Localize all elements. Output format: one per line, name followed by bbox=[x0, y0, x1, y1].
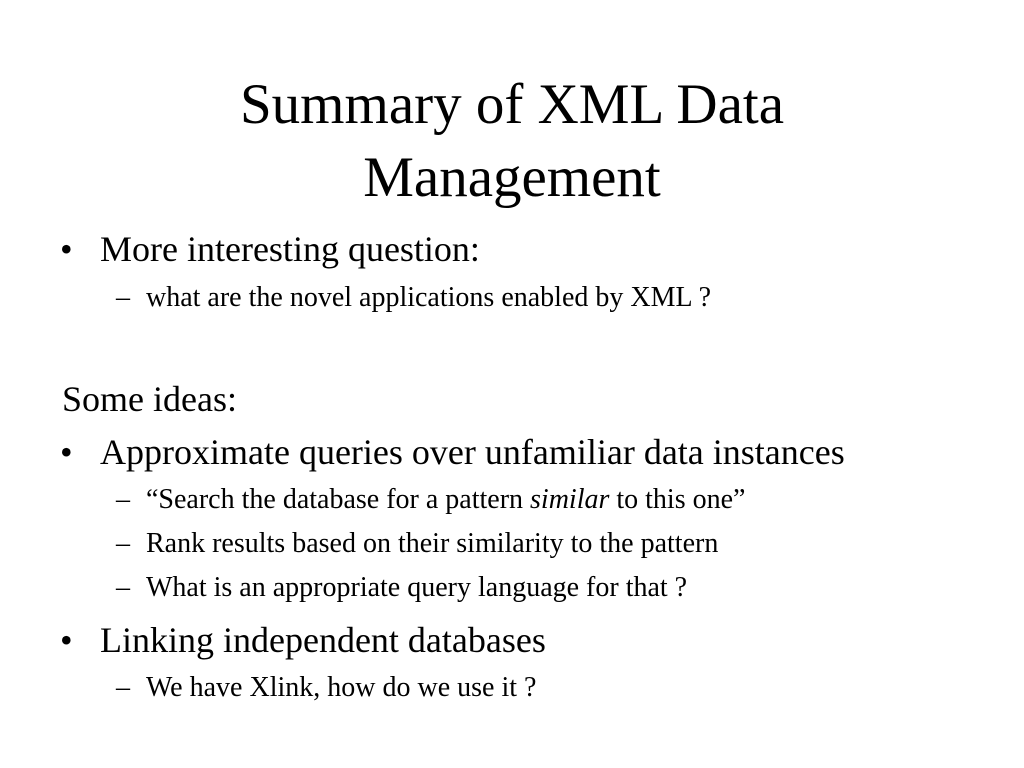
dash-icon: – bbox=[116, 572, 130, 603]
bullet-icon: • bbox=[60, 229, 73, 269]
sub-item-text bbox=[146, 482, 745, 518]
bullet-text: More interesting question: bbox=[100, 229, 480, 269]
bullet-icon: • bbox=[60, 620, 73, 660]
sub-item-text-part2: to this one” bbox=[609, 484, 746, 515]
dash-icon: – bbox=[116, 484, 130, 515]
heading-text: Some ideas: bbox=[62, 379, 237, 419]
dash-icon: – bbox=[116, 672, 130, 703]
slide-title-line2: Management bbox=[363, 146, 661, 209]
slide-title bbox=[0, 68, 1024, 214]
sub-item-text: what are the novel applications enabled by XML ? bbox=[146, 282, 711, 313]
dash-icon: – bbox=[116, 528, 130, 559]
sub-item-text: Rank results based on their similarity to the pattern bbox=[146, 528, 719, 559]
slide-title-line1: Summary of XML Data bbox=[239, 73, 785, 136]
bullet-icon: • bbox=[60, 432, 73, 472]
bullet-text: Approximate queries over unfamiliar data instances bbox=[100, 432, 845, 472]
dash-icon: – bbox=[116, 282, 130, 313]
sub-item-text-part1: “Search the database for a pattern bbox=[146, 484, 531, 515]
sub-item-text: What is an appropriate query language for that ? bbox=[146, 572, 688, 603]
bullet-text: Linking independent databases bbox=[100, 620, 546, 660]
sub-item-text-emphasis: similar bbox=[530, 484, 610, 515]
sub-item-text: We have Xlink, how do we use it ? bbox=[146, 672, 537, 703]
